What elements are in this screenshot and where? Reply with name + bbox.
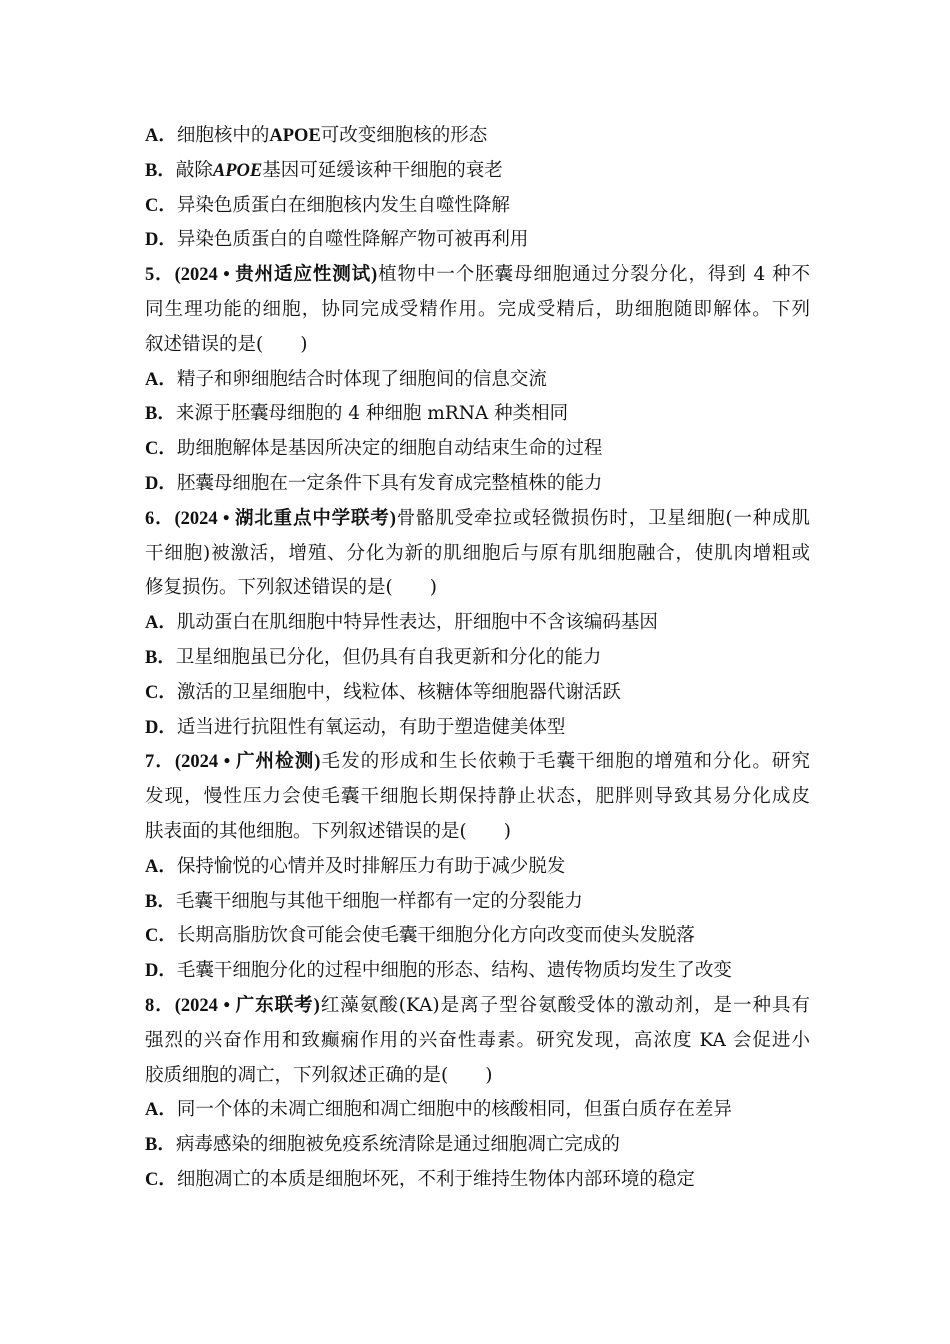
option-letter: B． xyxy=(145,404,176,425)
question-stem: 毛发的形成和生长依赖于毛囊干细胞的增殖和分化。研究 xyxy=(320,751,810,773)
option-text: 激活的卫星细胞中，线粒体、核糖体等细胞器代谢活跃 xyxy=(176,681,621,703)
option-letter: B． xyxy=(145,647,176,668)
option-text: 肌动蛋白在肌细胞中特异性表达，肝细胞中不含该编码基因 xyxy=(176,612,658,634)
question-source: (2024 • 贵州适应性测试) xyxy=(174,265,378,286)
q4-option-a xyxy=(145,119,810,154)
q6-option-d xyxy=(145,711,810,746)
option-letter: B． xyxy=(145,1135,176,1156)
q4-option-d xyxy=(145,223,810,258)
q5-stem-line-2 xyxy=(145,293,810,328)
question-stem: 肤表面的其他细胞。下列叙述错误的是( ) xyxy=(145,820,511,842)
q8-stem-line-3 xyxy=(145,1059,810,1094)
option-letter: D． xyxy=(145,961,177,982)
q7-option-d xyxy=(145,954,810,989)
option-letter: A． xyxy=(145,1100,177,1121)
q8-option-b xyxy=(145,1128,810,1163)
option-letter: A． xyxy=(145,369,177,390)
q8-stem-line-1 xyxy=(145,989,810,1024)
option-letter: A． xyxy=(145,856,177,877)
option-text: 精子和卵细胞结合时体现了细胞间的信息交流 xyxy=(176,368,547,390)
option-text: 保持愉悦的心情并及时排解压力有助于减少脱发 xyxy=(176,855,566,877)
q4-option-c xyxy=(145,189,810,224)
q6-stem-line-1 xyxy=(145,502,810,537)
q7-stem-line-3 xyxy=(145,815,810,850)
option-text: 同一个体的未凋亡细胞和凋亡细胞中的核酸相同，但蛋白质存在差异 xyxy=(176,1099,732,1121)
question-source: (2024 • 湖北重点中学联考) xyxy=(174,508,396,529)
question-stem: 发现，慢性压力会使毛囊干细胞长期保持静止状态，肥胖则导致其易分化成皮 xyxy=(145,786,810,808)
question-number: 7． xyxy=(145,752,175,773)
gene-name-italic: APOE xyxy=(212,160,263,181)
question-stem: 同生理功能的细胞，协同完成受精作用。完成受精后，助细胞随即解体。下列 xyxy=(145,298,810,320)
question-stem: 干细胞)被激活，增殖、分化为新的肌细胞后与原有肌细胞融合，使肌肉增粗或 xyxy=(145,542,810,564)
question-stem: 植物中一个胚囊母细胞通过分裂分化，得到 4 种不 xyxy=(377,264,810,286)
q7-option-c xyxy=(145,919,810,954)
q6-option-c xyxy=(145,676,810,711)
question-stem: 修复损伤。下列叙述错误的是( ) xyxy=(145,577,437,599)
option-text: 细胞凋亡的本质是细胞坏死，不利于维持生物体内部环境的稳定 xyxy=(176,1168,695,1190)
option-text: 毛囊干细胞与其他干细胞一样都有一定的分裂能力 xyxy=(175,890,583,912)
option-letter: C． xyxy=(145,1169,177,1190)
option-text: 异染色质蛋白在细胞核内发生自噬性降解 xyxy=(176,194,510,216)
option-text: 细胞核中的 xyxy=(176,125,270,146)
option-text: 敲除 xyxy=(175,159,213,181)
q8-option-a xyxy=(145,1093,810,1128)
q5-stem-line-1 xyxy=(145,258,810,293)
question-stem: 叙述错误的是( ) xyxy=(145,333,308,355)
q6-stem-line-3 xyxy=(145,571,810,606)
option-text: 长期高脂肪饮食可能会使毛囊干细胞分化方向改变而使头发脱落 xyxy=(176,925,695,947)
option-text: 胚囊母细胞在一定条件下具有发育成完整植株的能力 xyxy=(176,472,603,494)
question-source: (2024 • 广东联考) xyxy=(174,995,320,1016)
option-text: 助细胞解体是基因所决定的细胞自动结束生命的过程 xyxy=(176,438,603,460)
option-text: 来源于胚囊母细胞的 4 种细胞 mRNA 种类相同 xyxy=(175,403,569,425)
option-letter: C． xyxy=(145,195,177,216)
option-text: 适当进行抗阻性有氧运动，有助于塑造健美体型 xyxy=(176,716,566,738)
q5-option-a xyxy=(145,363,810,398)
question-number: 8． xyxy=(145,995,175,1016)
q7-option-a xyxy=(145,850,810,885)
document-page xyxy=(145,119,810,1198)
q5-option-b xyxy=(145,397,810,432)
option-letter: C． xyxy=(145,682,177,703)
q6-option-b xyxy=(145,641,810,676)
option-letter: D． xyxy=(145,473,177,494)
question-source: (2024 • 广州检测) xyxy=(174,752,321,773)
option-letter: A． xyxy=(145,613,177,634)
option-letter: D． xyxy=(145,230,177,251)
q8-option-c xyxy=(145,1163,810,1198)
q5-stem-line-3 xyxy=(145,328,810,363)
q7-stem-line-1 xyxy=(145,745,810,780)
question-stem: 红藻氨酸(KA)是离子型谷氨酸受体的激动剂，是一种具有 xyxy=(319,994,810,1016)
question-stem: 强烈的兴奋作用和致癫痫作用的兴奋性毒素。研究发现，高浓度 KA 会促进小 xyxy=(145,1029,810,1051)
option-text: 病毒感染的细胞被免疫系统清除是通过细胞凋亡完成的 xyxy=(175,1134,620,1156)
option-letter: A． xyxy=(145,126,177,146)
question-stem: 胶质细胞的凋亡，下列叙述正确的是( ) xyxy=(145,1064,493,1086)
option-letter: B． xyxy=(145,891,176,912)
question-number: 6． xyxy=(145,508,175,529)
option-text: 异染色质蛋白的自噬性降解产物可被再利用 xyxy=(176,229,529,251)
option-letter: B． xyxy=(145,160,176,181)
q7-stem-line-2 xyxy=(145,780,810,815)
option-letter: C． xyxy=(145,926,177,947)
question-number: 5． xyxy=(145,265,175,286)
option-text: 可改变细胞核的形态 xyxy=(320,125,488,146)
question-stem: 骨骼肌受牵拉或轻微损伤时，卫星细胞(一种成肌 xyxy=(395,507,810,529)
q8-stem-line-2 xyxy=(145,1024,810,1059)
q5-option-d xyxy=(145,467,810,502)
option-text: 基因可延缓该种干细胞的衰老 xyxy=(262,159,503,181)
q7-option-b xyxy=(145,885,810,920)
q6-option-a xyxy=(145,606,810,641)
option-letter: D． xyxy=(145,717,177,738)
gene-name: APOE xyxy=(269,126,321,146)
q5-option-c xyxy=(145,432,810,467)
q4-option-b xyxy=(145,154,810,189)
option-text: 卫星细胞虽已分化，但仍具有自我更新和分化的能力 xyxy=(175,646,602,668)
option-letter: C． xyxy=(145,439,177,460)
option-text: 毛囊干细胞分化的过程中细胞的形态、结构、遗传物质均发生了改变 xyxy=(176,960,732,982)
q6-stem-line-2 xyxy=(145,537,810,572)
